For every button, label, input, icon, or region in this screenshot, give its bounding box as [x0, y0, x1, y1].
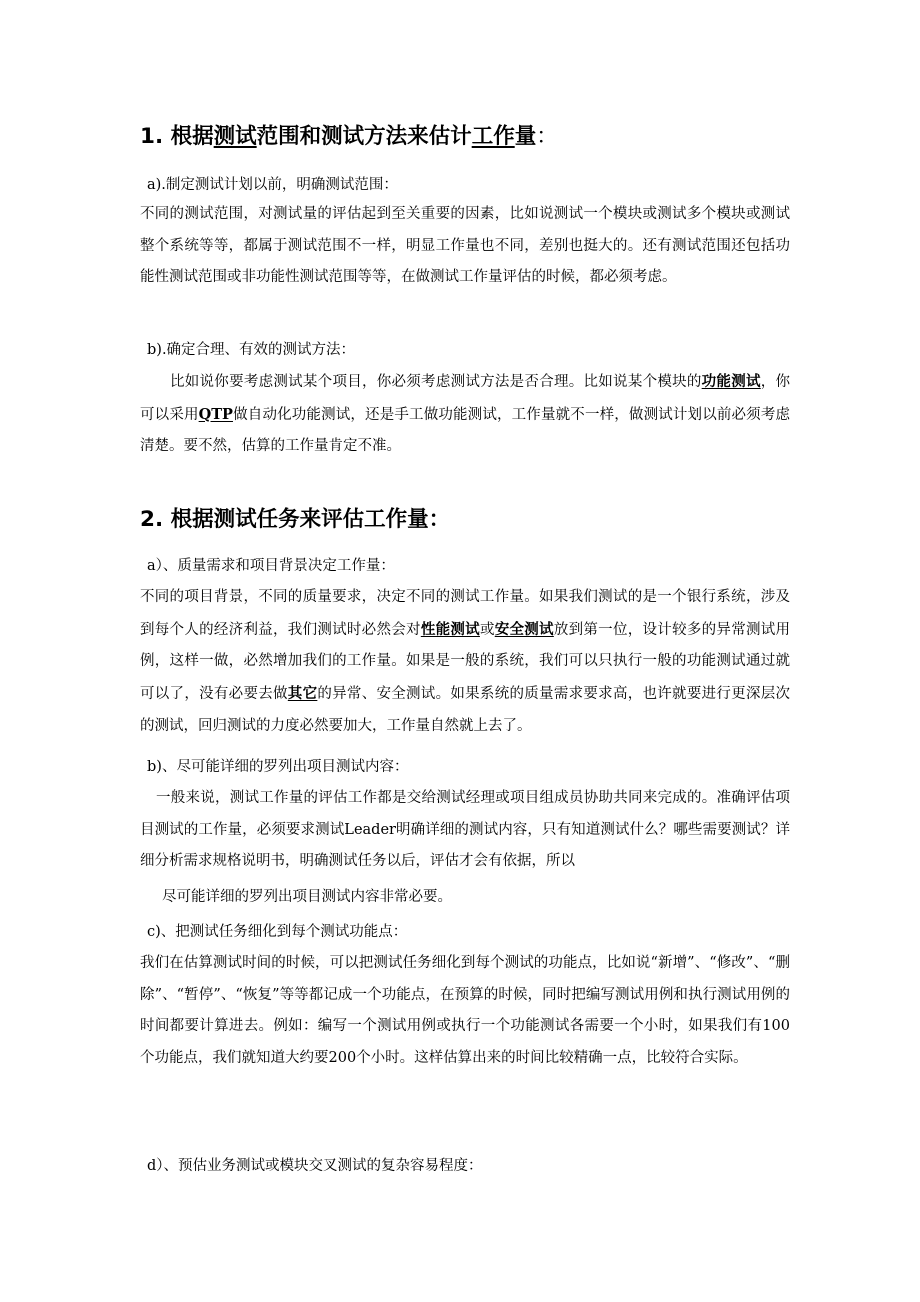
- section2-b-paragraph: 一般来说，测试工作量的评估工作都是交给测试经理或项目组成员协助共同来完成的。准确评估项目测试的工作量，必须要求测试Leader明确详细的测试内容，只有知道测试什么？哪些需要测试？详细分析需求规格说明书，明确测试任务以后，评估才会有依据，所以: [140, 790, 790, 870]
- link-qtp[interactable]: QTP: [198, 405, 233, 423]
- link-other[interactable]: 其它: [287, 685, 318, 703]
- section1-heading: 1. 根据测试范围和测试方法来估计工作量：: [140, 124, 558, 149]
- section2-c-label: c)、把测试任务细化到每个测试功能点：: [147, 924, 408, 940]
- link-work[interactable]: 工作: [471, 124, 515, 149]
- section1-number: 1.: [140, 124, 164, 149]
- section1-a-paragraph: 不同的测试范围，对测试量的评估起到至关重要的因素，比如说测试一个模块或测试多个模块或测试整个系统等等，都属于测试范围不一样，明显工作量也不同，差别也挺大的。还有测试范围还包括功能性测试范围或非功能性测试范围等等，在做测试工作量评估的时候，都必须考虑。: [140, 206, 790, 286]
- section2-b-paragraph-end: 尽可能详细的罗列出项目测试内容非常必要。: [162, 889, 452, 905]
- section2-d-label: d）、预估业务测试或模块交叉测试的复杂容易程度：: [147, 1158, 483, 1174]
- section1-b-paragraph: 比如说你要考虑测试某个项目，你必须考虑测试方法是否合理。比如说某个模块的功能测试，你可以采用QTP做自动化功能测试，还是手工做功能测试，工作量就不一样，做测试计划以前必须考虑清楚。要不然，估算的工作量肯定不准。: [140, 373, 791, 455]
- section2-heading: 2. 根据测试任务来评估工作量：: [140, 507, 451, 532]
- link-security-test[interactable]: 安全测试: [494, 620, 554, 638]
- link-functional-test[interactable]: 功能测试: [701, 373, 761, 390]
- link-test[interactable]: 测试: [213, 124, 257, 149]
- link-performance-test[interactable]: 性能测试: [420, 620, 480, 638]
- section2-b-label: b)、尽可能详细的罗列出项目测试内容：: [147, 759, 409, 775]
- section2-a-label: a）、质量需求和项目背景决定工作量：: [147, 558, 395, 574]
- section2-c-paragraph: 我们在估算测试时间的时候，可以把测试任务细化到每个测试的功能点，比如说“新增”、“修改”、“删除”、“暂停”、“恢复”等等都记成一个功能点，在预算的时候，同时把编写测试用例和执行测试用例的时间都要计算进去。例如：编写一个测试用例或执行一个功能测试各需要一个小时，如果我们有100个功能点，我们就知道大约要200个小时。这样估算出来的时间比较精确一点，比较符合实际。: [140, 955, 790, 1067]
- section1-b-label: b).确定合理、有效的测试方法：: [147, 342, 356, 358]
- section1-a-label: a).制定测试计划以前，明确测试范围：: [147, 177, 398, 193]
- section2-a-paragraph: 不同的项目背景，不同的质量要求，决定不同的测试工作量。如果我们测试的是一个银行系统，涉及到每个人的经济利益，我们测试时必然会对性能测试或安全测试放到第一位，设计较多的异常测试用例，这样一做，必然增加我们的工作量。如果是一般的系统，我们可以只执行一般的功能测试通过就可以了，没有必要去做其它的异常、安全测试。如果系统的质量需求要求高，也许就要进行更深层次的测试，回归测试的力度必然要加大，工作量自然就上去了。: [140, 589, 791, 734]
